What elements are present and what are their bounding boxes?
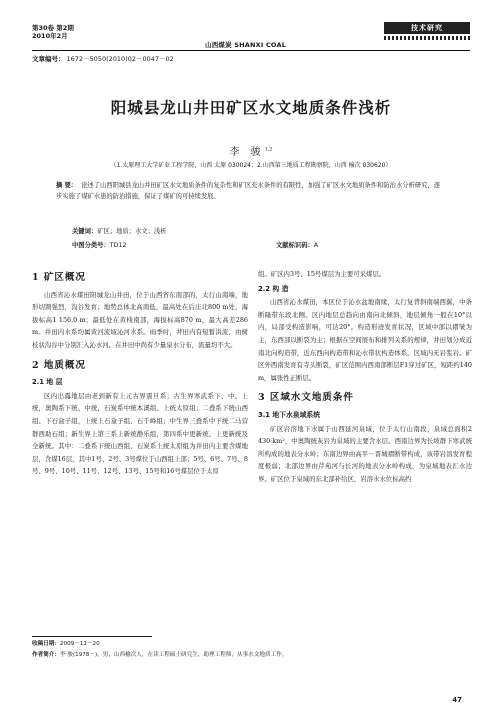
author-bio: 李 骏(1978－)，男，山西榆次人，在读工程硕士研究生，助理工程师，从事水文地质工作。 [59,652,288,658]
section-3-1-heading: 3.1 地下水泉域系统 [258,410,320,419]
article-number-value: 1672－5050(2010)02－0047－02 [66,55,174,63]
author-bio-label: 作者简介： [32,652,60,658]
left-column [32,264,248,478]
paper-title: 阳城县龙山井田矿区水文地质条件浅析 [110,98,392,117]
document-code-label: 文献标识码： [276,242,314,249]
footnote-author [32,651,472,660]
section-2-2-heading: 2.2 构 造 [258,284,289,293]
section-2-1-heading: 2.1 地 层 [32,378,63,387]
received-label: 收稿日期： [32,641,60,647]
classification-label: 中图分类号： [72,242,110,249]
document-code-text: A [313,242,319,249]
section-1-heading: 1 矿区概况 [32,272,86,283]
keywords-label: 关键词： [72,228,98,235]
article-number-label: 文章编号： [32,55,65,63]
author-name: 李 骏 [229,147,265,158]
section-3-1-text: 矿区岩溶地下水属于山西延河泉域，位于太行山南段，泉域总面积2 430 km²，中奥陶统灰岩为泉域的主要含水层。西南边界为长坡群下寒武统所构成的地表分水岭；东南边界由高平－晋城褶断带构成，该带岩溶发育程度极弱；北部边界由芹苑河与长河的地表分水岭构成，为泉域地表汇水边界。矿区位于泉域的东北部补给区，岩溶水水位标高约 [258,424,472,483]
journal-name: 山西煤炭 SHANXI COAL [205,41,287,49]
section-2-heading: 2 地质概况 [32,359,86,371]
column-label: 技术研究 [384,22,470,34]
article-number [32,54,174,63]
section-2-1-text: 区内出露地层由老到新有上元古界震旦系；古生界寒武系下、中、上统，奥陶系下统、中统，石炭系中统本溪组、上统太原组；二叠系下统山西组、下石盒子组，上统上石盒子组、石千峰组；中生界三叠系中下统二马营群西助石组；新生界上第三系上新统静乐组，第四系中更新统、上更新统及全新统。其中：二叠系下统山西组、石炭系上统太原组为井田内主要含煤地层，含煤16层，其中1号、2号、3号煤位于山西组上部；5号、6号、7号、8号、9号、10号、11号、12号、13号、15号和16号煤层位于太原 [32,391,248,476]
journal-issue: 第30卷 第2期 [32,24,74,32]
section-3-heading: 3 区域水文地质条件 [258,392,354,404]
right-column [258,268,472,486]
section-2-1-continued: 组。矿区内3号、15号煤层为主要可采煤层。 [258,270,386,278]
header-rule [32,50,470,51]
abstract [56,180,446,202]
author-line [0,143,502,158]
section-2-2-text: 山西省沁水煤田，本区位于沁水盆地南缘，太行复背斜南端西翼，中条断隆带东段北侧。区内地层总趋向由南向北倾斜，地层倾角一般在10°以内，局部受构造影响，可达20°。构造形迹发育状况，区域中部以褶皱为主，东西部以断裂为主；根据在空间展布和排列关系的规律，井田划分成近南北向构造带，近东西向构造带和沁水带状构造体系。区域内无岩浆岩。矿区外西南发育有寺头断裂，矿区范围内西南部断层F1穿过矿区，短距约140 m，属张性正断层。 [258,298,472,382]
header-stripe [384,36,470,40]
journal-date: 2010年2月 [32,32,68,40]
received-date: 2009－11－20 [59,641,100,647]
author-affil-sup: 1,2 [264,146,273,153]
classification-text: TD12 [109,242,127,249]
footnote-received [32,640,100,649]
abstract-text: 论述了山西阳城县龙山井田矿区水文地质条件的复杂性和矿区充水条件的有限性，加强了矿区水文地质条件和防治水分析研究，逐步实施了煤矿水患的防治措施，保证了煤矿的可持续发展。 [56,182,441,200]
document-code [276,240,318,249]
section-1-text: 山西省沁水煤田阳城龙山井田，位于山西省东南部的，太行山南端，地形切割强烈，沟谷发育；地势总体北高南低，最高处在后庄北800 m处，海拔标高1 156.0 m；最低处在黄栈南部，海拔标高870 m，最大高差286 m。井田内水系均属黄河流域沁河水系。雨季时，井田内有短暂洪流，由树枝状沟谷中分别汇入沁水河。在井田中尚有少量泉水分布，流量均不大。 [32,290,248,349]
keywords [72,226,166,235]
classification [72,240,127,249]
keywords-text: 矿区；地质；水文；浅析 [97,228,167,235]
affiliation: （1.太原理工大学矿业工程学院，山西 太原 030024；2.山西第三地质工程勘察院，山西 榆次 030620） [110,162,392,169]
abstract-label: 摘 要： [56,182,78,189]
journal-issue-block [32,24,74,40]
footnote-rule [32,636,152,637]
page-number: 47 [452,696,462,704]
